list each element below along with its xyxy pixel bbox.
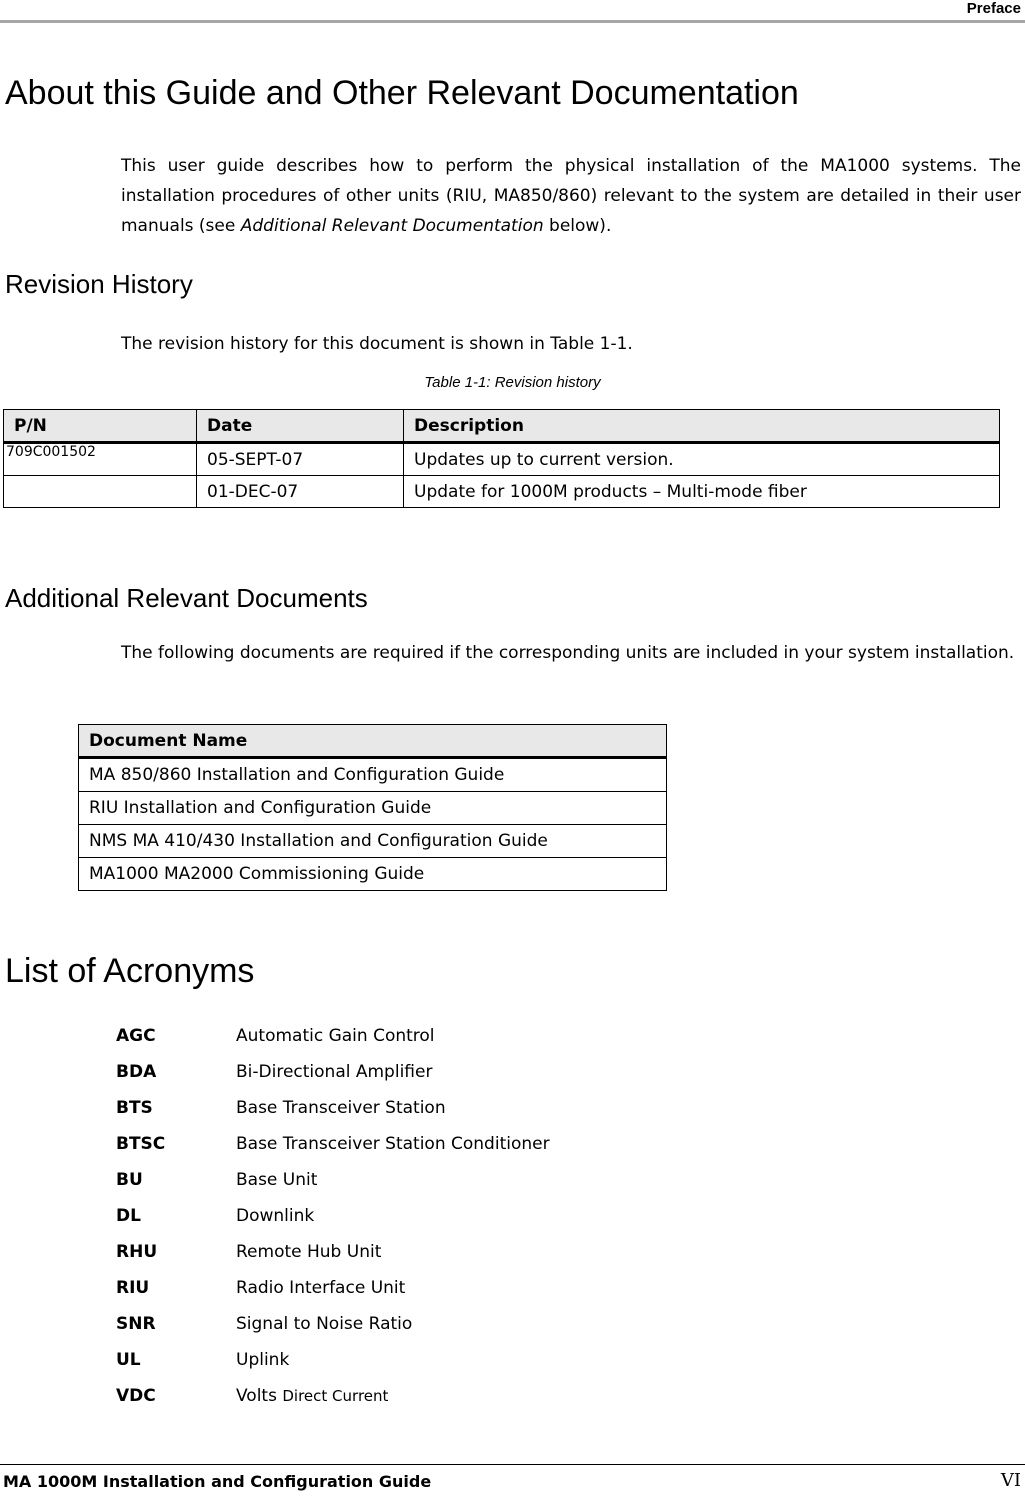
footer-page-number: VI	[1000, 1470, 1021, 1491]
intro-text-before: This user guide describes how to perform the physical installation of the MA1000 systems. The installation procedures of other units (RIU, MA850/860) relevant to the system are detailed in their user manuals (see	[121, 156, 1021, 236]
cell-pn	[4, 476, 197, 508]
acronym-definition-main: Volts	[236, 1386, 277, 1406]
acronym-definition: Bi-Directional Amplifier	[236, 1062, 433, 1082]
acronym-term: RIU	[116, 1278, 150, 1298]
table-row	[79, 758, 667, 792]
additional-documents-text: The following documents are required if the corresponding units are included in your system installation.	[121, 643, 1015, 663]
col-header-description: Description	[404, 410, 1000, 443]
documents-table	[78, 724, 667, 891]
acronym-term: DL	[116, 1206, 141, 1226]
revision-history-text: The revision history for this document is shown in Table 1-1.	[121, 334, 633, 354]
acronym-definition: Uplink	[236, 1350, 290, 1370]
acronym-term: UL	[116, 1350, 141, 1370]
revision-history-heading: Revision History	[5, 269, 193, 299]
acronym-term: RHU	[116, 1242, 158, 1262]
revision-table-header	[4, 410, 1000, 443]
table-row	[4, 476, 1000, 508]
acronym-term: AGC	[116, 1026, 156, 1046]
cell-document-name: MA 850/860 Installation and Configuration Guide	[79, 758, 667, 792]
acronym-definition: Remote Hub Unit	[236, 1242, 382, 1262]
acronym-definition: Automatic Gain Control	[236, 1026, 435, 1046]
running-header-section: Preface	[966, 0, 1021, 17]
cell-pn: 709C001502	[4, 443, 197, 476]
additional-documents-heading: Additional Relevant Documents	[5, 583, 368, 613]
cell-date: 01-DEC-07	[197, 476, 404, 508]
cell-document-name: MA1000 MA2000 Commissioning Guide	[79, 858, 667, 891]
intro-paragraph	[121, 151, 1021, 241]
acronym-term: VDC	[116, 1386, 156, 1406]
cell-document-name: RIU Installation and Configuration Guide	[79, 792, 667, 825]
acronym-definition: Base Transceiver Station	[236, 1098, 446, 1118]
header-rule	[0, 20, 1025, 23]
cell-document-name: NMS MA 410/430 Installation and Configuration Guide	[79, 825, 667, 858]
table-row	[79, 825, 667, 858]
acronym-term: BU	[116, 1170, 143, 1190]
acronym-definition	[236, 1386, 388, 1406]
page-title: About this Guide and Other Relevant Documentation	[5, 74, 799, 112]
cell-description: Update for 1000M products – Multi-mode fiber	[404, 476, 1000, 508]
acronym-definition: Base Unit	[236, 1170, 318, 1190]
revision-table	[3, 409, 1000, 508]
cell-date: 05-SEPT-07	[197, 443, 404, 476]
acronym-term: SNR	[116, 1314, 156, 1334]
intro-reference: Additional Relevant Documentation	[240, 216, 544, 236]
acronyms-heading: List of Acronyms	[5, 952, 255, 990]
acronym-term: BDA	[116, 1062, 157, 1082]
table-row	[79, 858, 667, 891]
acronym-term: BTS	[116, 1098, 153, 1118]
acronym-definition: Downlink	[236, 1206, 315, 1226]
col-header-date: Date	[197, 410, 404, 443]
col-header-document-name: Document Name	[79, 725, 667, 758]
acronym-definition: Radio Interface Unit	[236, 1278, 406, 1298]
acronym-term: BTSC	[116, 1134, 166, 1154]
acronym-definition-small: Direct Current	[282, 1387, 389, 1405]
revision-table-caption: Table 1-1: Revision history	[424, 374, 601, 391]
acronym-definition: Base Transceiver Station Conditioner	[236, 1134, 550, 1154]
acronym-definition: Signal to Noise Ratio	[236, 1314, 413, 1334]
intro-text-after: below).	[543, 216, 612, 236]
table-row	[4, 443, 1000, 476]
footer-rule	[0, 1464, 1025, 1465]
table-row	[79, 792, 667, 825]
col-header-pn: P/N	[4, 410, 197, 443]
footer-document-title: MA 1000M Installation and Configuration Guide	[3, 1472, 432, 1491]
documents-table-header	[79, 725, 667, 758]
cell-description: Updates up to current version.	[404, 443, 1000, 476]
